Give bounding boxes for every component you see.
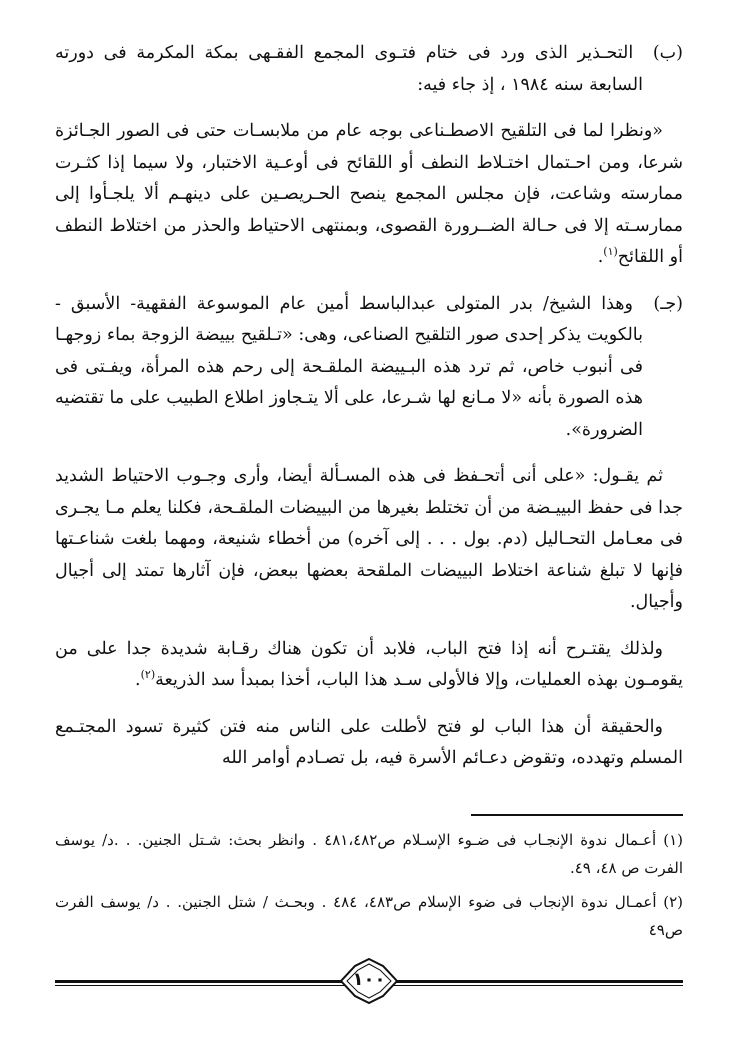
quote-paragraph	[55, 116, 683, 274]
footnote-ref-1[interactable]: (١)	[603, 245, 618, 259]
footnote-separator	[471, 814, 683, 816]
paragraph-5-end: .	[135, 670, 141, 690]
footnote-1: (١) أعـمال ندوة الإنجـاب فى ضـوء الإسـلام ص٤٨١،٤٨٢ . وانظر بحث: شـتل الجنين. . .د/ يوسف الفرت ص ٤٨، ٤٩.	[55, 831, 683, 877]
paragraph-c	[55, 289, 683, 447]
footnote-2: (٢) أعمـال ندوة الإنجاب فى ضوء الإسلام ص٤٨٣، ٤٨٤ . وبحـث / شتل الجنين. . د/ يوسف الفرت ص٤٩	[55, 893, 684, 939]
page-number-badge	[339, 958, 399, 1004]
paragraph-c-label: (جـ)	[653, 293, 683, 314]
paragraph-5-text: ولذلك يقتـرح أنه إذا فتح الباب، فلابد أن تكون هناك رقـابة شديدة جدا على من يقومـون بهذه العمليات، وإلا فالأولى سـد هذا الباب، أخذا بمبدأ سد الذريعة	[55, 638, 683, 690]
paragraph-b	[55, 38, 683, 101]
quote-text: «ونظرا لما فى التلقيح الاصطـناعى بوجه عام من ملابسـات حتى فى الصور الجـائزة شرعا، ومن احـتمال اختـلاط النطف أو اللقائح فى أوعـية الاختبار، ولا سيما إذا كثـرت ممارسته وشاعت، فإن مجلس المجمع ينصح الحـريصـين على دينهـم ألا يلجـأوا إلى ممارسـته إلا فى حـالة الضــرورة القصوى، وبمنتهى الاحتياط والحذر من اختلاط النطف أو اللقائح	[55, 121, 683, 267]
paragraph-6: والحقيقة أن هذا الباب لو فتح لأطلت على الناس منه فتن كثيرة تسود المجتـمع المسلم وتهدده، وتقوض دعـائم الأسرة فيه، بل تصـادم أوامر الله	[55, 716, 683, 768]
main-text	[55, 38, 683, 790]
page-number: ١٠٠	[352, 969, 386, 990]
paragraph-b-label: (ب)	[652, 43, 683, 63]
paragraph-5	[55, 634, 683, 697]
footnotes	[55, 826, 683, 950]
paragraph-4: ثم يقـول: «على أنى أتحـفظ فى هذه المسـألة أيضا، وأرى وجـوب الاحتياط الشديد جدا فى حفظ البييـضة من أن تختلط بغيرها من البييضات الملقـحة، فكلنا يعلم مـا يجـرى فى معـامل التحـاليل (دم. بول . . . إلى آخره) من أخطاء شنيعة، ومهما بلغت شناعـتها فإنها لا تبلغ شناعة اختلاط البييضات الملقحة بعضها ببعض، فإن آثارها تمتد إلى أجيال وأجيال.	[55, 466, 683, 612]
footnote-ref-2[interactable]: (٢)	[140, 668, 156, 682]
quote-end: .	[597, 247, 604, 267]
page-footer	[55, 952, 683, 1012]
paragraph-b-text: التحـذير الذى ورد فى ختام فتـوى المجمع الفقـهى بمكة المكرمة فى دورته السابعة سنه ١٩٨٤ ، إذ جاء فيه:	[55, 43, 643, 95]
paragraph-c-text: وهذا الشيخ/ بدر المتولى عبدالباسط أمين عام الموسوعة الفقهية- الأسبق - بالكويت يذكر إحدى صور التلقيح الصناعى، وهى: «تـلقيح بييضة الزوجة بماء زوجهـا فى أنبوب خاص، ثم ترد هذه البـييضة الملقـحة إلى رحم هذه المرأة، ويفـتى فى هذه الصورة بأنه «لا مـانع لها شـرعا، على ألا يتـجاوز اطلاع الطبيب على ما تقتضيه الضرورة».	[55, 293, 643, 440]
